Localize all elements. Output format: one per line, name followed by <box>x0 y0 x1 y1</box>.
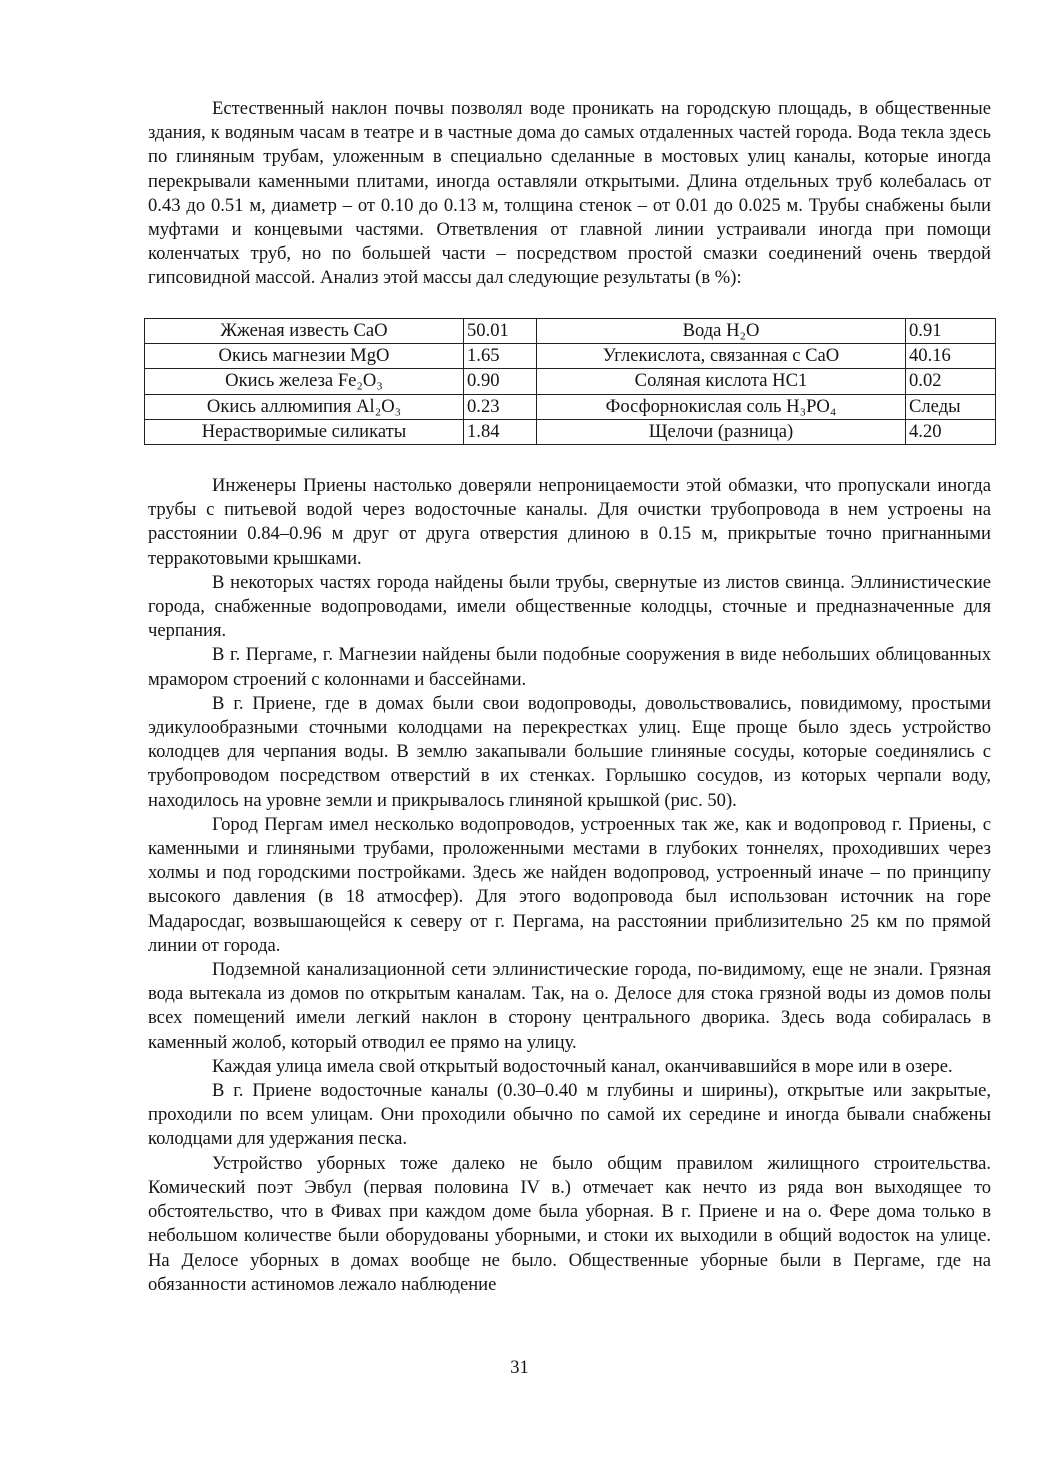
right-value-cell: 4.20 <box>906 419 996 444</box>
paragraph: В некоторых частях города найдены были трубы, свернутые из листов свинца. Эллинистические города, снабженные водопроводами, имели общественные колодцы, сточные и предназначенные для черпания. <box>148 571 991 642</box>
table-row <box>145 369 996 394</box>
paragraph: Инженеры Приены настолько доверяли непроницаемости этой обмазки, что пропускали иногда трубы с питьевой водой через водосточные каналы. Для очистки трубопровода в нем устроены на расстоянии 0.84–0.96 м друг от друга отверстия длиною в 0.15 м, прикрытые точно пригнанными терракотовыми крышками. <box>148 475 991 569</box>
right-value-cell: 0.91 <box>906 319 996 344</box>
paragraph: Каждая улица имела свой открытый водосточный канал, оканчивавшийся в море или в озере. <box>212 1055 953 1077</box>
right-value-cell: Следы <box>906 394 996 419</box>
left-substance-cell: Окись магнезии MgO <box>145 344 464 369</box>
table-row <box>145 319 996 344</box>
left-value-cell: 1.84 <box>464 419 537 444</box>
left-substance-cell: Окись аллюмипия Al₂O₃ <box>145 394 464 419</box>
right-substance-cell: Углекислота, связанная с CaO <box>537 344 906 369</box>
right-substance-cell: Щелочи (разница) <box>537 419 906 444</box>
table-row <box>145 394 996 419</box>
paragraph: Город Пергам имел несколько водопроводов, устроенных так же, как и водопровод г. Приены, с каменными и глиняными трубами, проложенными местами в глубоких тоннелях, проходивших через холмы и под городскими постройками. Здесь же найден водопровод, устроенный иначе – по принципу высокого давления (в 18 атмосфер). Для этого водопровода был использован источник на горе Мадаросдаг, возвышающейся к северу от г. Пергама, на расстоянии приблизительно 25 км по прямой линии от города. <box>148 813 991 956</box>
table-row <box>145 344 996 369</box>
left-substance-cell: Нерастворимые силикаты <box>145 419 464 444</box>
left-substance-cell: Жженая известь CaO <box>145 319 464 344</box>
paragraph: В г. Приене водосточные каналы (0.30–0.40 м глубины и ширины), открытые или закрытые, проходили по всем улицам. Они проходили обычно по самой их середине и иногда бывали снабжены колодцами для удержания песка. <box>148 1080 991 1150</box>
paragraph: Подземной канализационной сети эллинистические города, по-видимому, еще не знали. Грязная вода вытекала из домов по открытым каналам. Так, на о. Делосе для стока грязной воды из домов полы всех помещений имели легкий наклон в сторону центрального дворика. Здесь вода собиралась в каменный жолоб, который отводил ее прямо на улицу. <box>148 959 991 1053</box>
left-value-cell: 0.23 <box>464 394 537 419</box>
intro-text <box>148 97 991 291</box>
right-substance-cell: Соляная кислота HC1 <box>537 369 906 394</box>
left-value-cell: 0.90 <box>464 369 537 394</box>
left-substance-cell: Окись железа Fe₂O₃ <box>145 369 464 394</box>
analysis-table <box>144 318 996 445</box>
left-value-cell: 1.65 <box>464 344 537 369</box>
paragraph: Устройство уборных тоже далеко не было общим правилом жилищного строительства. Комический поэт Эвбул (первая половина IV в.) отмечает как нечто из ряда вон выходящее то обстоятельство, что в Фивах при каждом доме была уборная. В г. Приене и на о. Фере дома только в небольшом количестве были оборудованы уборными, и стоки их выходили в общий водосток на улице. На Делосе уборных в домах вообще не было. Общественные уборные были в Пергаме, где на обязанности астиномов лежало наблюдение <box>148 1152 991 1295</box>
right-value-cell: 0.02 <box>906 369 996 394</box>
paragraph: В г. Пергаме, г. Магнезии найдены были подобные сооружения в виде небольших облицованных мрамором строений с колоннами и бассейнами. <box>148 644 991 690</box>
body-text <box>148 474 991 1297</box>
paragraph: Естественный наклон почвы позволял воде проникать на городскую площадь, в общественные здания, к водяным часам в театре и в частные дома до самых отдаленных частей города. Вода текла здесь по глиняным трубам, уложенным в специально сделанные в мостовых улиц каналы, которые иногда перекрывали каменными плитами, иногда оставляли открытыми. Длина отдельных труб колебалась от 0.43 до 0.51 м, диаметр – от 0.10 до 0.13 м, толщина стенок – от 0.01 до 0.025 м. Трубы снабжены были муфтами и концевыми частями. Ответвления от главной линии устраивали иногда при помощи коленчатых труб, но по большей части – посредством простой смазки соединений очень твердой гипсовидной массой. Анализ этой массы дал следующие результаты (в %): <box>148 98 991 289</box>
right-substance-cell: Вода H₂O <box>537 319 906 344</box>
table-row <box>145 419 996 444</box>
paragraph: В г. Приене, где в домах были свои водопроводы, довольствовались, повидимому, простыми эдикулообразными сточными колодцами на перекрестках улиц. Еще проще было здесь устройство колодцев для черпания воды. В землю закапывали большие глиняные сосуды, которые соединялись с трубопроводом посредством отверстий в их стенках. Горлышко сосудов, из которых черпали воду, находилось на уровне земли и прикрывалось глиняной крышкой (рис. 50). <box>148 692 991 811</box>
right-value-cell: 40.16 <box>906 344 996 369</box>
left-value-cell: 50.01 <box>464 319 537 344</box>
right-substance-cell: Фосфорнокислая соль H₃PO₄ <box>537 394 906 419</box>
page-number: 31 <box>510 1357 529 1378</box>
